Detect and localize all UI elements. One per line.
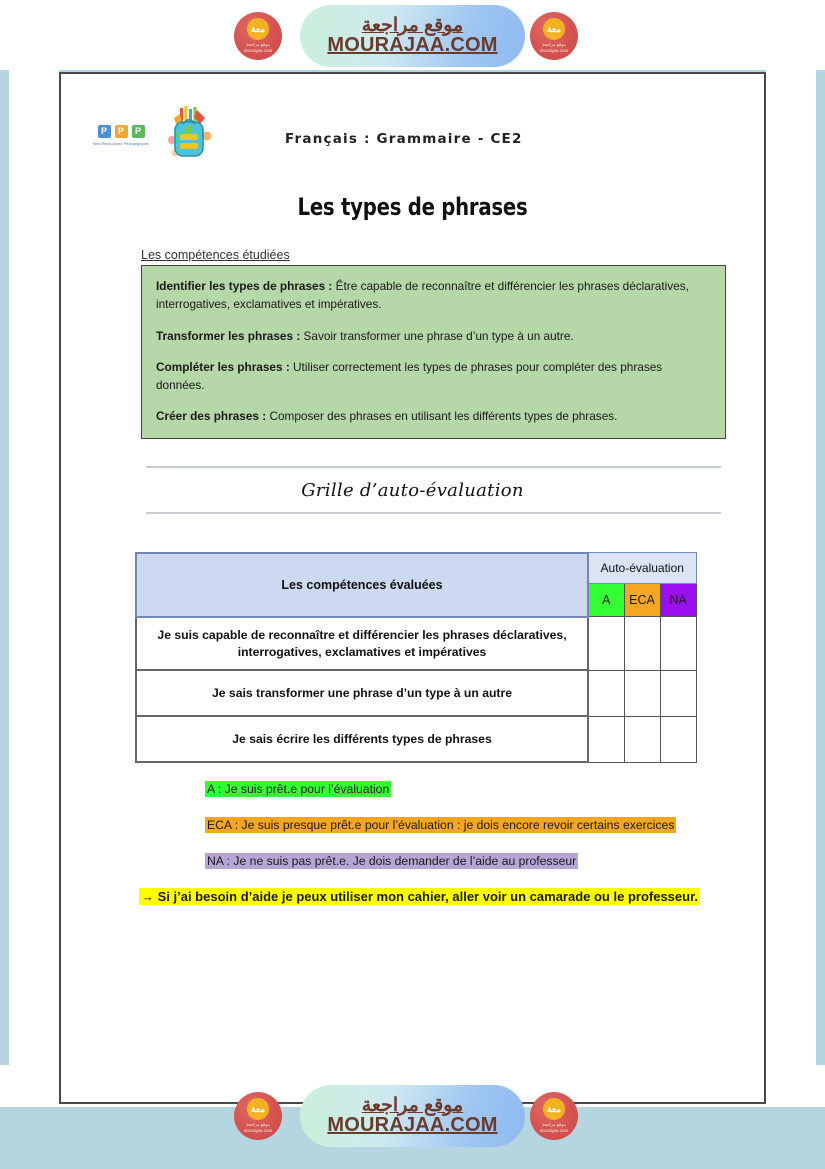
right-white-gutter xyxy=(766,70,816,1065)
competence-text: Composer des phrases en utilisant les différents types de phrases. xyxy=(266,409,618,424)
row-competence-label: Je sais transformer une phrase d’un type à un autre xyxy=(136,670,588,716)
badge-disc-icon: معة xyxy=(543,1098,565,1120)
badge-sub-url: mourajaa.com xyxy=(243,48,273,53)
legend-line-help xyxy=(139,885,735,909)
checkbox-cell-na[interactable] xyxy=(660,716,696,762)
competence-lead: Compléter les phrases : xyxy=(156,359,290,374)
legend-text-help: → Si j’ai besoin d’aide je peux utiliser mon cahier, aller voir un camarade ou le professeur. xyxy=(141,889,699,905)
logo-square-3: P xyxy=(132,125,145,138)
table-row xyxy=(136,617,696,671)
table-row xyxy=(136,670,696,716)
self-evaluation-table xyxy=(135,552,697,764)
legend-text-eca: ECA : Je suis presque prêt.e pour l’évaluation : je dois encore revoir certains exercices xyxy=(207,818,675,833)
logo-square-2: P xyxy=(115,125,128,138)
mourajaa-badge-right-icon xyxy=(530,12,578,60)
site-banner-url[interactable]: MOURAJAA.COM xyxy=(327,34,498,57)
th-auto-evaluation: Auto-évaluation xyxy=(588,553,696,584)
row-competence-label: Je sais écrire les différents types de phrases xyxy=(136,716,588,762)
badge-sub-arabic: موقع مراجعة xyxy=(245,1122,271,1128)
badge-subtitle xyxy=(540,1122,569,1133)
competence-lead: Créer des phrases : xyxy=(156,409,267,424)
legend-line-na xyxy=(205,849,735,873)
mourajaa-badge-left-icon xyxy=(234,1092,282,1140)
checkbox-cell-na[interactable] xyxy=(660,670,696,716)
logo-dots: · · · · · · · · · · xyxy=(106,148,136,152)
mourajaa-badge-left-icon xyxy=(234,12,282,60)
subject-line: Français : Grammaire - CE2 xyxy=(285,130,523,147)
checkbox-cell-eca[interactable] xyxy=(624,670,660,716)
competence-item xyxy=(156,277,711,314)
th-level-a: A xyxy=(588,584,624,617)
competences-box xyxy=(141,265,726,439)
site-banner-arabic: موقع مراجعة xyxy=(361,1094,464,1116)
competence-text: Savoir transformer une phrase d’un type à un autre. xyxy=(300,328,574,343)
top-site-banner xyxy=(0,0,825,72)
competence-text: Utiliser correctement les types de phrases pour compléter des phrases données. xyxy=(156,359,663,393)
grille-title: Grille d’auto-évaluation xyxy=(301,479,524,501)
checkbox-cell-a[interactable] xyxy=(588,716,624,762)
backpack-icon xyxy=(163,106,215,167)
badge-sub-url: mourajaa.com xyxy=(539,1128,569,1133)
mourajaa-badge-right-icon xyxy=(530,1092,578,1140)
site-banner-arabic: موقع مراجعة xyxy=(361,14,464,36)
row-competence-label: Je suis capable de reconnaître et différencier les phrases déclaratives, interrogatives, exclamatives et impératives xyxy=(136,617,588,671)
badge-disc-icon: معة xyxy=(543,18,565,40)
site-banner-pill[interactable] xyxy=(300,5,525,67)
site-banner-url[interactable]: MOURAJAA.COM xyxy=(327,1114,498,1137)
legend-block xyxy=(135,777,735,909)
grille-section-heading xyxy=(61,466,764,514)
table-row xyxy=(136,716,696,762)
logo-square-1: P xyxy=(98,125,111,138)
checkbox-cell-eca[interactable] xyxy=(624,716,660,762)
badge-subtitle xyxy=(244,1122,273,1133)
checkbox-cell-a[interactable] xyxy=(588,670,624,716)
badge-subtitle xyxy=(244,42,273,53)
competence-text: Être capable de reconnaître et différencier les phrases déclaratives, interrogatives, exclamatives et impératives. xyxy=(156,279,689,312)
badge-sub-url: mourajaa.com xyxy=(539,48,569,53)
checkbox-cell-a[interactable] xyxy=(588,617,624,671)
th-level-na: NA xyxy=(660,584,696,617)
badge-disc-icon: معة xyxy=(247,18,269,40)
left-white-gutter xyxy=(9,70,59,1065)
site-banner-pill[interactable] xyxy=(300,1085,525,1147)
th-level-eca: ECA xyxy=(624,584,660,617)
worksheet-page xyxy=(59,72,766,1104)
badge-disc-icon: معة xyxy=(247,1098,269,1120)
table-header-row xyxy=(136,553,696,584)
document-header xyxy=(61,74,764,167)
competence-lead: Identifier les types de phrases : xyxy=(156,279,333,293)
checkbox-cell-eca[interactable] xyxy=(624,617,660,671)
checkbox-cell-na[interactable] xyxy=(660,617,696,671)
page-title: Les types de phrases xyxy=(297,193,528,221)
logo-squares-icon xyxy=(98,125,145,138)
th-competences: Les compétences évaluées xyxy=(136,553,588,617)
competence-item xyxy=(156,327,711,345)
competence-lead: Transformer les phrases : xyxy=(156,328,301,343)
competence-item xyxy=(156,407,711,425)
competences-label: Les compétences étudiées xyxy=(141,248,290,262)
badge-subtitle xyxy=(540,42,569,53)
badge-sub-arabic: موقع مراجعة xyxy=(541,1122,567,1128)
logo-name: Mes Ressources Pédagogiques xyxy=(92,142,150,146)
badge-sub-arabic: موقع مراجعة xyxy=(541,42,567,48)
divider-bottom xyxy=(146,512,721,514)
competence-item xyxy=(156,358,711,395)
legend-text-na: NA : Je ne suis pas prêt.e. Je dois demander de l’aide au professeur xyxy=(207,854,577,869)
legend-text-a: A : Je suis prêt.e pour l’évaluation xyxy=(207,782,390,797)
badge-sub-arabic: موقع مراجعة xyxy=(245,42,271,48)
pedagogic-resources-logo xyxy=(87,125,155,152)
badge-sub-url: mourajaa.com xyxy=(243,1128,273,1133)
legend-line-a xyxy=(205,777,735,801)
bottom-site-banner xyxy=(0,1080,825,1152)
legend-line-eca xyxy=(205,813,735,837)
